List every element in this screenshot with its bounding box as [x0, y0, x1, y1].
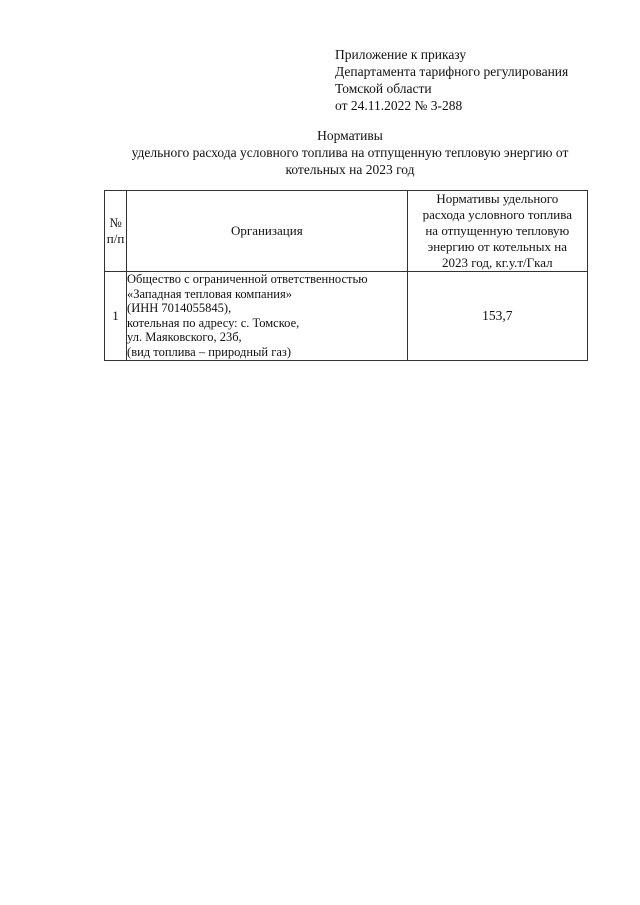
table-header-row [105, 191, 588, 272]
header-organization: Организация [127, 191, 408, 272]
header-norm-line: на отпущенную тепловую [425, 223, 570, 238]
document-title [60, 127, 640, 178]
row-organization [127, 272, 408, 361]
org-line: (вид топлива – природный газ) [127, 344, 292, 359]
header-norm-line: энергию от котельных на [427, 239, 567, 254]
appendix-line: Приложение к приказу [335, 47, 467, 62]
header-norm-line: 2023 год, кг.у.т/Гкал [441, 255, 553, 270]
header-number-line: п/п [106, 231, 125, 246]
org-line: Общество с ограниченной ответственностью [127, 272, 368, 286]
header-norm [407, 191, 587, 272]
appendix-date-number: от 24.11.2022 № 3-288 [335, 98, 463, 113]
table-row [105, 272, 588, 361]
norms-table [104, 190, 588, 361]
org-line: (ИНН 7014055845), [127, 301, 232, 315]
org-line: ул. Маяковского, 23б, [127, 330, 242, 344]
header-number-line: № [109, 215, 122, 230]
org-line: «Западная тепловая компания» [127, 286, 292, 301]
row-norm-value: 153,7 [407, 272, 587, 361]
title-line: Нормативы [317, 128, 383, 143]
org-line: котельная по адресу: с. Томское, [127, 315, 300, 330]
appendix-line: Департамента тарифного регулирования [335, 64, 569, 79]
header-norm-line: расхода условного топлива [422, 207, 572, 222]
title-line: котельных на 2023 год [285, 162, 415, 177]
appendix-header [335, 46, 568, 114]
header-number [105, 191, 127, 272]
header-norm-line: Нормативы удельного [436, 191, 559, 206]
appendix-line: Томской области [335, 81, 432, 96]
title-line: удельного расхода условного топлива на отпущенную тепловую энергию от [131, 145, 569, 160]
row-number: 1 [105, 272, 127, 361]
